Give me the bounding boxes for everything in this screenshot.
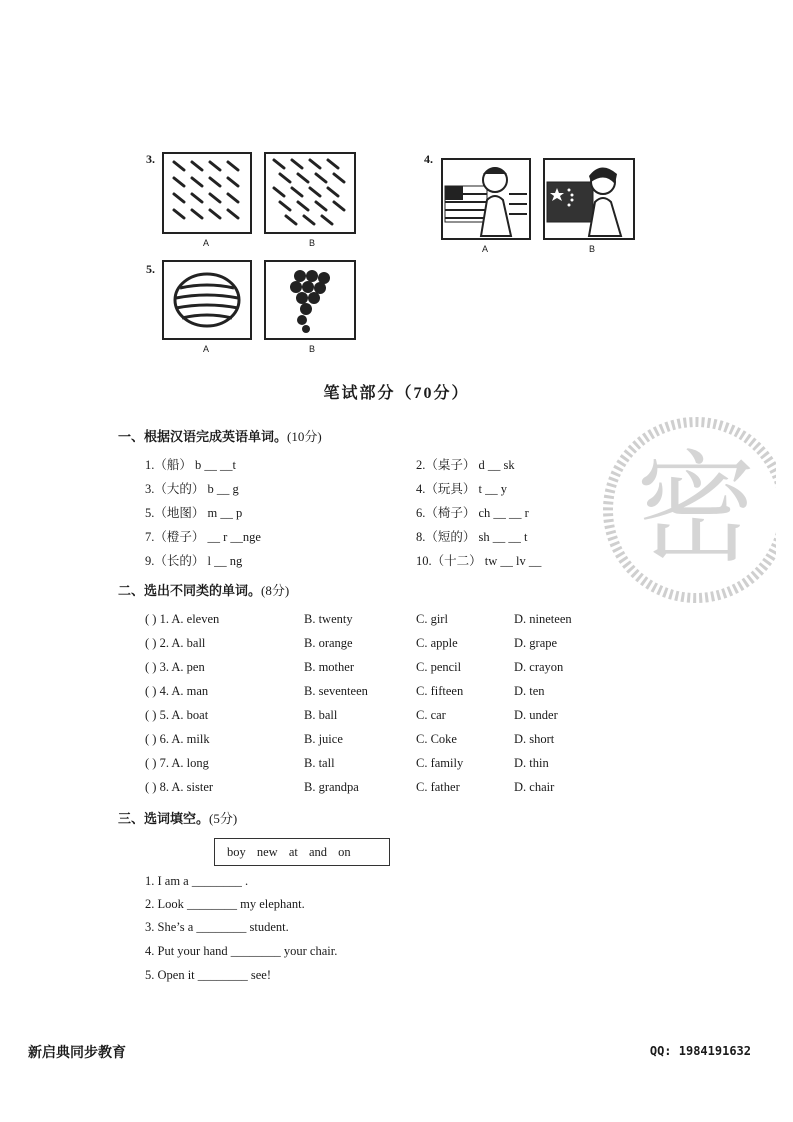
fill-word-item: 5.（地图） m __ p [145,506,243,520]
fill-blank-sentence: 2. Look ________ my elephant. [145,897,305,911]
option-b: B. orange [304,636,353,650]
option-d: D. crayon [514,660,564,674]
q3-option-b-label: B [308,238,315,248]
section-3-points: (5分) [209,811,238,826]
word-bank-box: boy new at and on [214,838,390,866]
pencils-icon [164,154,250,232]
fill-blank-sentence: 4. Put your hand ________ your chair. [145,944,338,958]
question-option-a: ( ) 7. A. long [145,756,209,770]
fill-word-item: 1.（船） b __ __t [145,458,236,472]
stamp-character: 密 [636,440,756,579]
q5-option-b-label: B [308,344,315,354]
option-b: B. twenty [304,612,353,626]
question-option-a: ( ) 1. A. eleven [145,612,220,626]
section-1-points: (10分) [287,429,322,444]
q3-number: 3. [146,152,155,166]
section-2-points: (8分) [261,583,290,598]
q5-option-a-image [162,260,252,340]
fill-word-item: 6.（椅子） ch __ __ r [416,506,529,520]
fill-blank-sentence: 3. She’s a ________ student. [145,920,289,934]
question-option-a: ( ) 8. A. sister [145,780,214,794]
fill-word-item: 8.（短的） sh __ __ t [416,530,528,544]
option-c: C. family [416,756,464,770]
girl-with-us-flag-icon [443,160,529,238]
option-d: D. nineteen [514,612,572,626]
option-b: B. seventeen [304,684,368,698]
grapes-icon [266,262,354,338]
q4-option-a-label: A [481,244,488,254]
contact-qq: QQ: 1984191632 [649,1044,751,1058]
q4-number: 4. [424,152,433,166]
confidential-stamp-icon [596,400,776,620]
q3-option-b-image [264,152,356,234]
question-option-a: ( ) 2. A. ball [145,636,206,650]
section-1-heading [118,426,322,445]
option-c: C. father [416,780,460,794]
section-1-title: 一、根据汉语完成英语单词。 [118,429,288,444]
watermelon-icon [164,262,250,338]
question-option-a: ( ) 4. A. man [145,684,209,698]
option-d: D. short [514,732,555,746]
option-b: B. mother [304,660,354,674]
pencils-icon [266,154,354,232]
q4-option-b-image [543,158,635,240]
q5-number: 5. [146,262,155,276]
option-c: C. pencil [416,660,462,674]
publisher-name: 新启典同步教育 [28,1045,126,1061]
q5-option-a-label: A [202,344,209,354]
section-3-heading [118,808,237,827]
q4-option-a-image [441,158,531,240]
q5-option-b-image [264,260,356,340]
written-section-title: 笔试部分（70分） [323,385,470,402]
q4-option-b-label: B [588,244,595,254]
option-c: C. fifteen [416,684,464,698]
section-2-heading [118,580,289,599]
option-d: D. chair [514,780,555,794]
option-c: C. car [416,708,446,722]
question-option-a: ( ) 5. A. boat [145,708,209,722]
fill-blank-sentence: 1. I am a ________ . [145,874,249,888]
fill-word-item: 9.（长的） l __ ng [145,554,243,568]
girl-with-china-flag-icon [545,160,633,238]
option-b: B. ball [304,708,338,722]
question-option-a: ( ) 6. A. milk [145,732,210,746]
q3-option-a-image [162,152,252,234]
option-d: D. under [514,708,558,722]
option-d: D. grape [514,636,558,650]
q3-option-a-label: A [202,238,209,248]
question-option-a: ( ) 3. A. pen [145,660,205,674]
fill-word-item: 2.（桌子） d __ sk [416,458,515,472]
option-c: C. Coke [416,732,457,746]
option-b: B. tall [304,756,335,770]
option-d: D. ten [514,684,545,698]
fill-blank-sentence: 5. Open it ________ see! [145,968,272,982]
option-b: B. juice [304,732,343,746]
fill-word-item: 7.（橙子） __ r __nge [145,530,261,544]
fill-word-item: 3.（大的） b __ g [145,482,239,496]
section-2-title: 二、选出不同类的单词。 [118,583,262,598]
fill-word-item: 10.（十二） tw __ lv __ [416,554,542,568]
option-b: B. grandpa [304,780,359,794]
fill-word-item: 4.（玩具） t __ y [416,482,507,496]
option-c: C. apple [416,636,458,650]
option-d: D. thin [514,756,549,770]
option-c: C. girl [416,612,448,626]
section-3-title: 三、选词填空。 [118,811,210,826]
